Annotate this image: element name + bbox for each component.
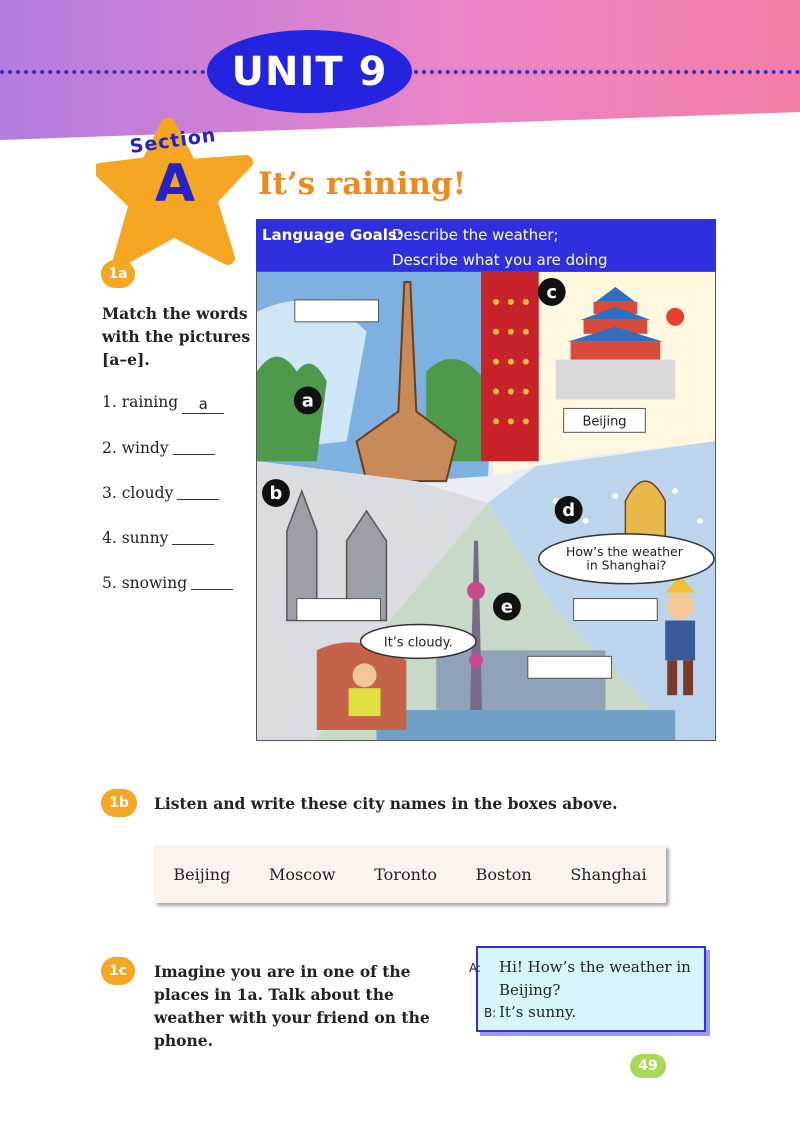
goals-label: Language Goals: [262, 226, 403, 244]
sun-icon [666, 308, 684, 326]
city-box-d [574, 599, 658, 621]
section-letter: A [154, 154, 196, 214]
dotted-line-right [414, 70, 800, 74]
bubble-question-line: How’s the weather [565, 543, 683, 559]
speaker-label: A: [469, 961, 482, 975]
city-name: Boston [475, 864, 532, 884]
match-item-text: 4. sunny [102, 529, 169, 547]
answer-blank[interactable]: a [182, 399, 224, 414]
match-item [102, 483, 219, 502]
city-box-b [297, 599, 381, 621]
unit-title: UNIT 9 [207, 30, 412, 113]
page-number: 49 [630, 1054, 666, 1078]
label-c: c [546, 281, 558, 303]
answer-blank[interactable] [173, 440, 215, 455]
city-list [154, 845, 666, 903]
beijing-label: Beijing [582, 414, 627, 430]
dialog-line [469, 956, 698, 1001]
label-b: b [269, 483, 283, 505]
city-name: Shanghai [570, 864, 647, 884]
water [376, 710, 675, 740]
dialog-text: It’s sunny. [499, 1003, 577, 1021]
label-e: e [500, 596, 513, 618]
dotted-line-left [0, 70, 205, 74]
badge-1a: 1a [101, 260, 135, 288]
instruction-1a: Match the words with the pictures [a–e]. [102, 304, 251, 369]
label-d: d [562, 499, 576, 521]
match-item-text: 1. raining [102, 393, 179, 411]
badge-1b: 1b [101, 789, 137, 817]
section-word: Section [128, 124, 218, 158]
weather-illustration [256, 271, 716, 741]
match-item [102, 573, 233, 592]
match-item [102, 438, 215, 457]
goal-line-2: Describe what you are doing [392, 251, 608, 269]
match-item-text: 2. windy [102, 439, 169, 457]
answer-blank[interactable] [172, 530, 214, 545]
city-box-e [528, 656, 612, 678]
match-item-text: 5. snowing [102, 574, 188, 592]
match-item [102, 528, 214, 547]
page-title: It’s raining! [258, 166, 467, 202]
answer-blank[interactable] [177, 485, 219, 500]
label-a: a [301, 390, 314, 412]
match-item [102, 393, 224, 412]
goal-line-1: Describe the weather; [392, 226, 559, 244]
dialog-text: Hi! How’s the weather in Beijing? [499, 958, 691, 999]
language-goals [256, 219, 716, 271]
speaker-label: B: [484, 1006, 497, 1020]
match-item-text: 3. cloudy [102, 484, 174, 502]
dialog-box [469, 946, 706, 1032]
badge-1c: 1c [101, 957, 135, 985]
answer-blank[interactable] [191, 575, 233, 590]
bubble-answer-text: It’s cloudy. [383, 635, 453, 651]
instruction-1b: Listen and write these city names in the boxes above. [154, 794, 618, 813]
city-box-a [295, 300, 379, 322]
dialog-line [484, 1001, 698, 1024]
city-name: Toronto [374, 864, 437, 884]
city-name: Moscow [269, 864, 336, 884]
city-name: Beijing [173, 864, 231, 884]
bubble-question-line: in Shanghai? [586, 557, 667, 573]
instruction-1c: Imagine you are in one of the places in 1a. Talk about the weather with your friend on the phone. [154, 962, 430, 1050]
